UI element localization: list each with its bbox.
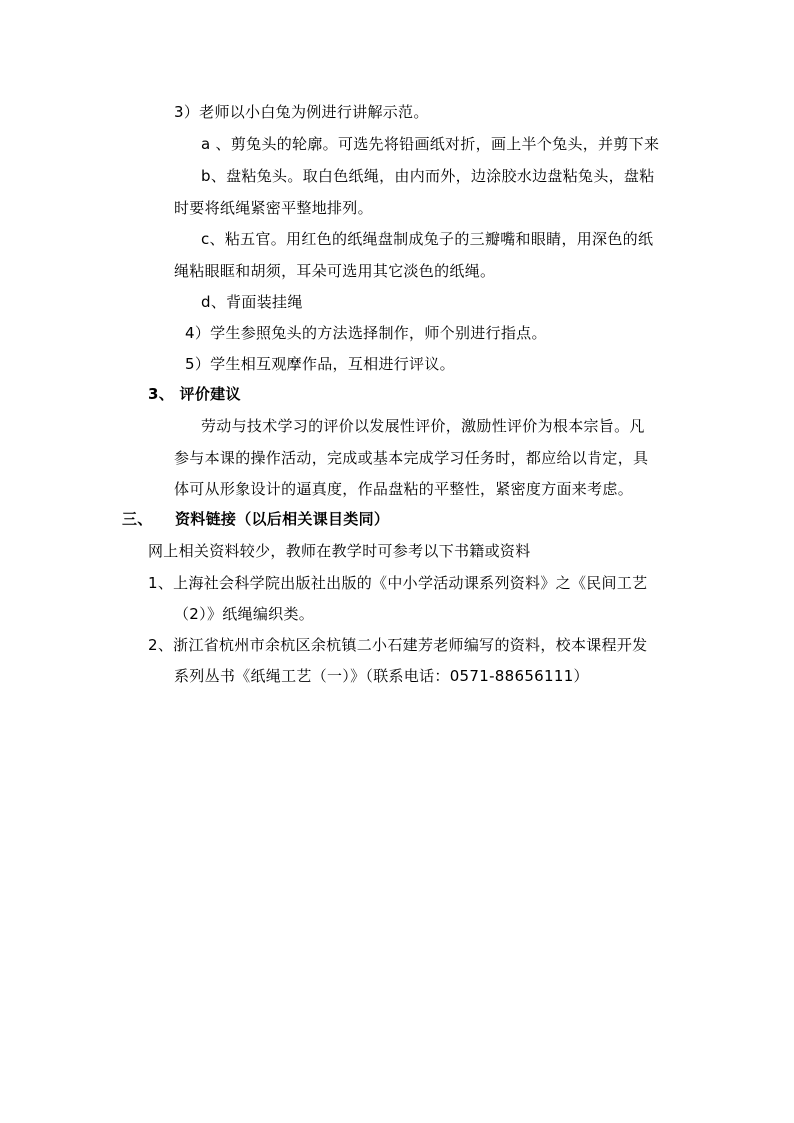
step-3c-cont: 绳粘眼眶和胡须，耳朵可选用其它淡色的纸绳。 (174, 262, 496, 280)
step-3b-cont: 时要将纸绳紧密平整地排列。 (174, 199, 373, 217)
step-3c: c、粘五官。用红色的纸绳盘制成兔子的三瓣嘴和眼睛，用深色的纸 (201, 230, 654, 248)
section-three-heading: 资料链接（以后相关课目类同） (175, 510, 390, 528)
step-3d: d、背面装挂绳 (201, 293, 303, 311)
step-3-heading: 3）老师以小白兔为例进行讲解示范。 (174, 103, 429, 121)
section-three-number: 三、 (122, 510, 153, 528)
evaluation-para-line-3: 体可从形象设计的逼真度，作品盘粘的平整性，紧密度方面来考虑。 (174, 480, 634, 498)
resource-item-2: 2、浙江省杭州市余杭区余杭镇二小石建芳老师编写的资料，校本课程开发 (148, 636, 648, 654)
evaluation-para-line-2: 参与本课的操作活动，完成或基本完成学习任务时，都应给以肯定，具 (174, 449, 649, 467)
step-5: 5）学生相互观摩作品，互相进行评议。 (185, 355, 455, 373)
evaluation-para-line-1: 劳动与技术学习的评价以发展性评价，激励性评价为根本宗旨。凡 (201, 417, 645, 435)
section-evaluation-heading: 3、 评价建议 (148, 385, 241, 403)
resource-item-1-cont: （2）》纸绳编织类。 (174, 605, 315, 623)
step-4: 4）学生参照兔头的方法选择制作，师个别进行指点。 (185, 324, 547, 342)
resource-item-1: 1、上海社会科学院出版社出版的《中小学活动课系列资料》之《民间工艺 (148, 574, 648, 592)
resource-item-2-cont: 系列丛书《纸绳工艺（一）》（联系电话：0571-88656111） (174, 667, 589, 685)
step-3a: a 、剪兔头的轮廓。可选先将铅画纸对折，画上半个兔头，并剪下来 (201, 135, 660, 153)
resources-intro: 网上相关资料较少，教师在教学时可参考以下书籍或资料 (148, 542, 531, 560)
step-3b: b、盘粘兔头。取白色纸绳，由内而外，边涂胶水边盘粘兔头，盘粘 (201, 167, 655, 185)
